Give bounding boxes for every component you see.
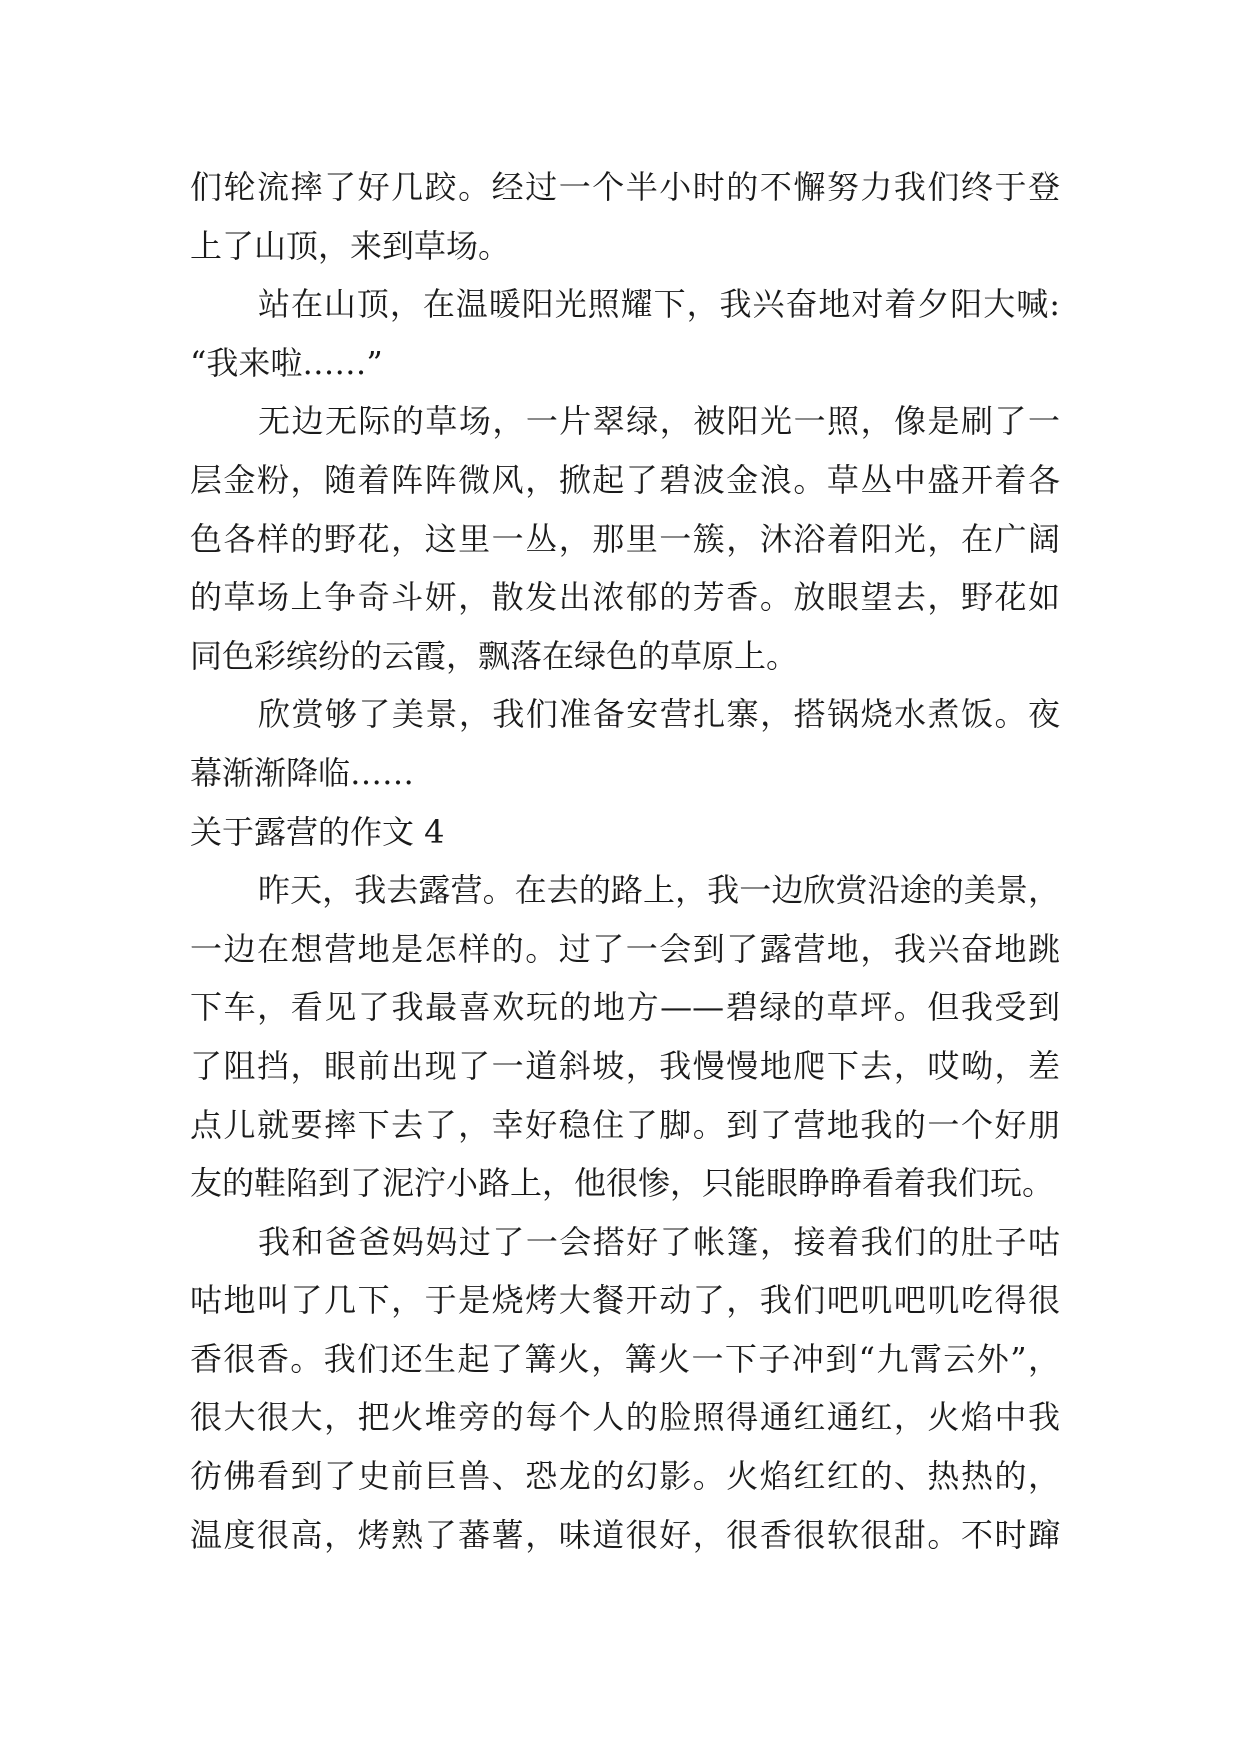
- text-line: “我来啦……”: [190, 343, 383, 382]
- text-line: 无边无际的草场，一片翠绿，被阳光一照，像是刷了一: [258, 402, 1060, 441]
- text-line: 香很香。我们还生起了篝火，篝火一下子冲到“九霄云外”，: [190, 1339, 1060, 1378]
- text-line: 欣赏够了美景，我们准备安营扎寨，搭锅烧水煮饭。夜: [258, 695, 1060, 734]
- text-line: 友的鞋陷到了泥泞小路上，他很惨，只能眼睁睁看着我们玩。: [190, 1164, 1055, 1203]
- text-line: 很大很大，把火堆旁的每个人的脸照得通红通红，火焰中我: [190, 1398, 1060, 1437]
- text-line: 幕渐渐降临……: [190, 753, 415, 792]
- text-line: 我和爸爸妈妈过了一会搭好了帐篷，接着我们的肚子咕: [258, 1222, 1060, 1261]
- text-line: 一边在想营地是怎样的。过了一会到了露营地，我兴奋地跳: [190, 929, 1060, 968]
- text-line: 上了山顶，来到草场。: [190, 226, 511, 265]
- text-line: 同色彩缤纷的云霞，飘落在绿色的草原上。: [190, 636, 799, 675]
- document-body: [190, 158, 1060, 1564]
- section-heading: 关于露营的作文 4: [190, 812, 445, 851]
- text-line: 色各样的野花，这里一丛，那里一簇，沐浴着阳光，在广阔: [190, 519, 1060, 558]
- text-line: 了阻挡，眼前出现了一道斜坡，我慢慢地爬下去，哎呦，差: [190, 1046, 1060, 1085]
- text-line: 温度很高，烤熟了蕃薯，味道很好，很香很软很甜。不时蹿: [190, 1515, 1060, 1554]
- text-line: 下车，看见了我最喜欢玩的地方——碧绿的草坪。但我受到: [190, 988, 1060, 1027]
- text-line: 站在山顶，在温暖阳光照耀下，我兴奋地对着夕阳大喊:: [258, 285, 1060, 324]
- text-line: 们轮流摔了好几跤。经过一个半小时的不懈努力我们终于登: [190, 168, 1060, 206]
- text-line: 咕地叫了几下，于是烧烤大餐开动了，我们吧叽吧叽吃得很: [190, 1281, 1060, 1320]
- text-line: 昨天，我去露营。在去的路上，我一边欣赏沿途的美景，: [258, 871, 1060, 910]
- text-line: 的草场上争奇斗妍，散发出浓郁的芳香。放眼望去，野花如: [190, 578, 1060, 617]
- text-line: 彷佛看到了史前巨兽、恐龙的幻影。火焰红红的、热热的，: [190, 1457, 1060, 1496]
- text-line: 点儿就要摔下去了，幸好稳住了脚。到了营地我的一个好朋: [190, 1105, 1060, 1144]
- text-line: 层金粉，随着阵阵微风，掀起了碧波金浪。草丛中盛开着各: [190, 460, 1060, 499]
